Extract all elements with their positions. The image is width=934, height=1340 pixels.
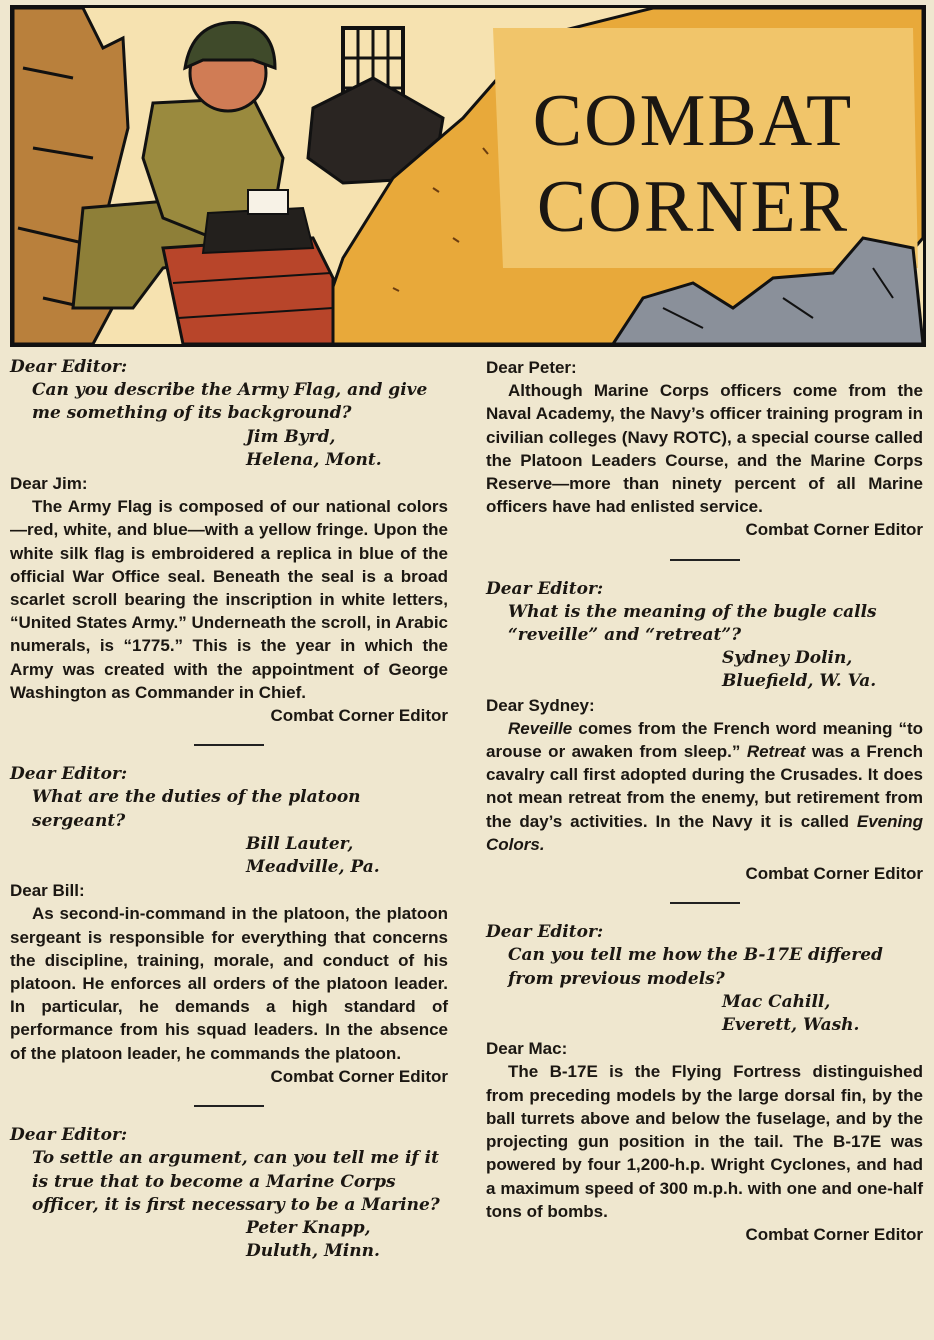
letter-question: To settle an argument, can you tell me if it is true that to become a Marine Corps officer, it is first necessary to be a Marine? — [32, 1148, 440, 1215]
answer-text: comes from the French word meaning “to arouse or awaken from sleep.” — [486, 718, 923, 762]
reply-answer: The Army Flag is composed of our national colors—red, white, and blue—with a yellow fringe. Upon the white silk flag is embroidered a replica in blue of the official War Office seal. Beneath the seal is a broad scarlet scroll bearing the inscription in white letters, “United States Army.” Underneath the scroll, in Arabic numerals, is “1775.” This is the year in which the Army was created with the appointment of George Washington as Commander in Chief. — [10, 497, 448, 702]
banner — [10, 5, 926, 347]
letter-question: Can you tell me how the B-17E differed from previous models? — [508, 945, 883, 989]
reply-answer: The B-17E is the Flying Fortress distinguished from preceding models by the large dorsal fin, by the ball turrets above and below the fuselage, and by the projecting gun position in the tail. The B-17E was powered by four 1,200-h.p. Wright Cyclones, and had a maximum speed of 300 m.p.h. with one and one-half tons of bombs. — [486, 1062, 923, 1221]
editor-signature: Combat Corner Editor — [745, 520, 923, 540]
signature-place: Meadville, Pa. — [246, 857, 380, 878]
divider-rule — [670, 559, 740, 561]
reply-salutation: Dear Sydney: — [486, 695, 595, 715]
right-column — [486, 356, 923, 1246]
signature-place: Helena, Mont. — [246, 449, 382, 470]
signature-name: Sydney Dolin, — [722, 648, 853, 669]
reply-salutation: Dear Bill: — [10, 881, 85, 901]
editor-signature: Combat Corner Editor — [270, 1066, 448, 1086]
left-column — [10, 356, 448, 1263]
reply-marine-officer — [486, 356, 923, 542]
editor-signature: Combat Corner Editor — [745, 864, 923, 884]
term-evening-colors: Evening Colors. — [486, 811, 923, 854]
editor-signature: Combat Corner Editor — [270, 706, 448, 726]
letter-army-flag — [10, 356, 448, 727]
letter-question: What is the meaning of the bugle calls “reveille” and “retreat”? — [508, 601, 877, 646]
banner-title-line1: COMBAT — [532, 80, 854, 162]
term-reveille: Reveille — [508, 718, 573, 738]
letter-salutation: Dear Editor: — [10, 764, 128, 785]
banner-title — [513, 78, 873, 250]
reply-answer: Although Marine Corps officers come from the Naval Academy, the Navy’s officer training program in civilian colleges (Navy ROTC), a special course called the Platoon Leaders Course, and the Marine Corps Reserve—more than ninety percent of all Marine officers have had enlisted service. — [486, 381, 923, 517]
letter-b17e — [486, 921, 923, 1246]
signature-name: Jim Byrd, — [246, 426, 336, 447]
term-retreat: Retreat — [746, 742, 806, 762]
divider-rule — [670, 902, 740, 904]
signature-name: Peter Knapp, — [246, 1217, 371, 1238]
reply-answer — [486, 717, 923, 856]
letter-question: Can you describe the Army Flag, and give me something of its background? — [32, 380, 428, 424]
letter-question: What are the duties of the platoon sergeant? — [32, 787, 361, 831]
signature-name: Bill Lauter, — [246, 833, 354, 854]
letter-salutation: Dear Editor: — [10, 357, 128, 377]
editor-signature: Combat Corner Editor — [745, 1224, 923, 1244]
reply-salutation: Dear Mac: — [486, 1039, 568, 1059]
letter-platoon-sergeant — [10, 763, 448, 1088]
signature-place: Bluefield, W. Va. — [722, 671, 877, 692]
letter-marine-officer — [10, 1124, 448, 1263]
reply-salutation: Dear Jim: — [10, 474, 88, 494]
divider-rule — [194, 744, 264, 746]
answer-text: was a French cavalry call first adopted during the Crusades. It does not mean retreat from the enemy, but retirement from the day’s activities. In the Navy it is called — [486, 742, 923, 831]
signature-name: Mac Cahill, — [722, 991, 831, 1012]
signature-place: Everett, Wash. — [722, 1015, 860, 1036]
reply-answer: As second-in-command in the platoon, the platoon sergeant is responsible for everything that concerns the discipline, training, morale, and conduct of his platoon. He enforces all orders of the platoon leader. In particular, he demands a high standard of performance from his squad leaders. In the absence of the platoon leader, he commands the platoon. — [10, 904, 448, 1063]
letter-salutation: Dear Editor: — [486, 922, 604, 943]
letter-bugle-calls — [486, 578, 923, 886]
reply-salutation: Dear Peter: — [486, 358, 577, 377]
signature-place: Duluth, Minn. — [246, 1241, 380, 1262]
banner-title-line2: CORNER — [536, 166, 850, 248]
letter-salutation: Dear Editor: — [10, 1125, 128, 1146]
divider-rule — [194, 1105, 264, 1107]
letter-salutation: Dear Editor: — [486, 578, 604, 599]
